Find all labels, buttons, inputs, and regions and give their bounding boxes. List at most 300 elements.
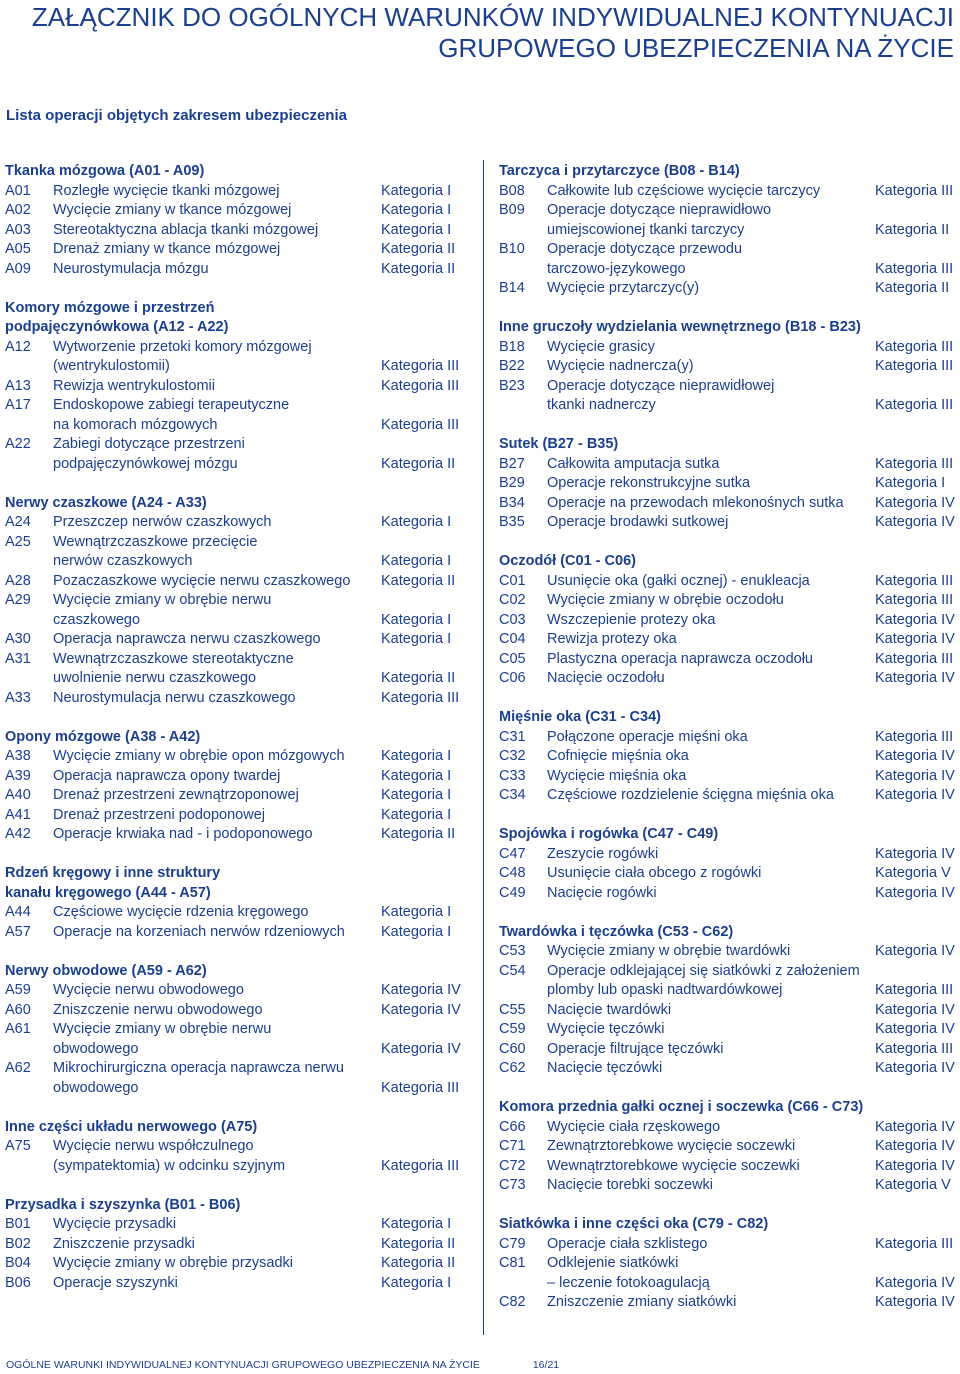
list-item [499, 474, 959, 494]
procedure-name [53, 1020, 381, 1059]
procedure-name [53, 767, 381, 787]
procedure-name-line: czaszkowego [53, 611, 141, 628]
procedure-name-line: podpajęczynówkowej mózgu [53, 455, 238, 472]
list-item [499, 845, 959, 865]
list-item [5, 747, 465, 767]
category-label: Kategoria III [875, 182, 954, 199]
procedure-name-line: umiejscowionej tkanki tarczycy [547, 221, 745, 238]
procedure-name-line: Operacje brodawki sutkowej [547, 514, 729, 530]
procedure-code: C55 [499, 1001, 526, 1018]
procedure-code: C59 [499, 1021, 526, 1037]
procedure-name-line: obwodowego [53, 1040, 139, 1057]
list-item [499, 1040, 959, 1060]
list-item [499, 455, 959, 475]
category-label: Kategoria IV [381, 1001, 461, 1018]
procedure-name-line: (sympatektomia) w odcinku szyjnym [53, 1157, 286, 1174]
category-label: Kategoria IV [875, 1274, 955, 1291]
procedure-code: C49 [499, 884, 526, 901]
section-title: Rdzeń kręgowy i inne struktury [5, 865, 221, 881]
list-item [5, 767, 465, 787]
procedure-name [53, 806, 381, 826]
procedure-name [53, 396, 381, 435]
procedure-code: A75 [5, 1138, 31, 1154]
procedure-name-line: Zniszczenie nerwu obwodowego [53, 1001, 263, 1018]
procedure-name-line: Nacięcie rogówki [547, 884, 657, 901]
category-label: Kategoria II [381, 1255, 456, 1271]
procedure-name [53, 201, 381, 221]
section [499, 825, 959, 903]
procedure-name [53, 981, 381, 1001]
procedure-name-line: Neurostymulacja mózgu [53, 260, 209, 277]
page-title-line-1: ZAŁĄCZNIK DO OGÓLNYCH WARUNKÓW INDYWIDUALNEJ KONTYNUACJI [31, 2, 954, 32]
procedure-name-line: Połączone operacje mięśni oka [547, 728, 748, 745]
category-label: Kategoria IV [875, 748, 955, 764]
procedure-name-line: Wycięcie przytarczyc(y) [547, 280, 700, 296]
procedure-code: A30 [5, 631, 31, 647]
procedure-code: A61 [5, 1021, 31, 1037]
procedure-name-line: Operacje na korzeniach nerwów rdzeniowych [53, 923, 345, 940]
category-label: Kategoria IV [875, 1021, 955, 1037]
procedure-code: A02 [5, 202, 31, 218]
section [499, 318, 959, 416]
list-item [499, 338, 959, 358]
procedure-name-line: Drenaż zmiany w tkance mózgowej [53, 241, 281, 257]
procedure-name [547, 1020, 875, 1040]
list-item [5, 806, 465, 826]
procedure-code: A03 [5, 221, 31, 238]
list-item [499, 357, 959, 377]
procedure-name [53, 747, 381, 767]
list-subtitle: Lista operacji objętych zakresem ubezpieczenia [6, 107, 347, 124]
procedure-name [547, 338, 875, 358]
category-label: Kategoria I [381, 1216, 452, 1232]
list-item [5, 1020, 465, 1059]
category-label: Kategoria I [875, 475, 946, 491]
category-label: Kategoria V [875, 865, 951, 881]
category-label: Kategoria V [875, 1177, 951, 1193]
procedure-code: A28 [5, 572, 31, 589]
category-label: Kategoria I [381, 904, 452, 920]
category-label: Kategoria IV [381, 1040, 461, 1057]
procedure-code: C33 [499, 767, 526, 784]
procedure-name [547, 474, 875, 494]
procedure-name-line: Nacięcie torebki soczewki [547, 1177, 714, 1193]
category-label: Kategoria IV [875, 1001, 955, 1018]
category-label: Kategoria I [381, 1274, 452, 1291]
section [499, 1098, 959, 1196]
list-item [5, 182, 465, 202]
procedure-name-line: Wycięcie zmiany w obrębie opon mózgowych [53, 748, 345, 764]
procedure-code: C73 [499, 1177, 526, 1193]
list-item [499, 1235, 959, 1255]
list-item [499, 1293, 959, 1313]
procedure-code: A40 [5, 787, 31, 803]
right-column [499, 162, 959, 1332]
procedure-name-line: Wycięcie przysadki [53, 1216, 177, 1232]
procedure-name [53, 1274, 381, 1294]
procedure-name-line: Zeszycie rogówki [547, 845, 659, 862]
procedure-name [547, 1176, 875, 1196]
section [499, 435, 959, 533]
procedure-code: C03 [499, 611, 526, 628]
procedure-name-line: Rewizja protezy oka [547, 631, 677, 647]
procedure-name [53, 572, 381, 592]
procedure-name-line: Całkowite lub częściowe wycięcie tarczycy [547, 182, 821, 199]
section [499, 162, 959, 299]
procedure-code: C53 [499, 943, 526, 959]
procedure-name-line: Operacje ciała szklistego [547, 1235, 708, 1252]
section-title: podpajęczynówkowa (A12 - A22) [5, 319, 229, 335]
page-title [14, 2, 954, 64]
procedure-name-line: – leczenie fotokoagulacją [547, 1274, 710, 1291]
procedure-name [53, 240, 381, 260]
procedure-code: A22 [5, 436, 31, 452]
procedure-name-line: Wewnątrztorebkowe wycięcie soczewki [547, 1157, 800, 1174]
list-item [5, 825, 465, 845]
procedure-name [547, 1059, 875, 1079]
category-label: Kategoria III [875, 592, 954, 608]
procedure-code: C47 [499, 845, 526, 862]
procedure-name [547, 357, 875, 377]
section [499, 1215, 959, 1313]
procedure-name-line: Zniszczenie zmiany siatkówki [547, 1294, 737, 1310]
list-item [5, 240, 465, 260]
procedure-code: A39 [5, 767, 31, 784]
list-item [499, 650, 959, 670]
procedure-name [547, 669, 875, 689]
procedure-name-line: Operacje rekonstrukcyjne sutka [547, 475, 751, 491]
procedure-name [547, 455, 875, 475]
list-item [499, 377, 959, 416]
section [499, 552, 959, 689]
procedure-name [53, 1001, 381, 1021]
procedure-code: A57 [5, 923, 31, 940]
procedure-name [547, 513, 875, 533]
list-item [5, 1215, 465, 1235]
category-label: Kategoria IV [875, 943, 955, 959]
category-label: Kategoria II [381, 455, 456, 472]
list-item [499, 1001, 959, 1021]
list-item [499, 1137, 959, 1157]
list-item [5, 513, 465, 533]
list-item [499, 1157, 959, 1177]
procedure-name [53, 630, 381, 650]
procedure-code: A41 [5, 806, 31, 823]
procedure-name-line: Operacje dotyczące nieprawidłowo [547, 202, 772, 218]
procedure-name-line: plomby lub opaski nadtwardówkowej [547, 982, 783, 998]
procedure-name [53, 513, 381, 533]
procedure-name [547, 650, 875, 670]
section-title: kanału kręgowego (A44 - A57) [5, 884, 211, 901]
category-label: Kategoria IV [875, 1138, 955, 1154]
procedure-name [547, 377, 875, 416]
procedure-name [53, 591, 381, 630]
category-label: Kategoria IV [875, 611, 955, 628]
procedure-code: B04 [5, 1255, 31, 1271]
procedure-code: A38 [5, 748, 31, 764]
procedure-code: A44 [5, 904, 31, 920]
procedure-name-line: Rozległe wycięcie tkanki mózgowej [53, 182, 280, 199]
procedure-name [547, 630, 875, 650]
procedure-code: C66 [499, 1118, 526, 1135]
procedure-code: C04 [499, 631, 526, 647]
list-item [5, 689, 465, 709]
category-label: Kategoria I [381, 182, 452, 199]
list-item [499, 611, 959, 631]
section-title: Spojówka i rogówka (C47 - C49) [499, 826, 719, 842]
procedure-name [547, 1235, 875, 1255]
list-item [5, 533, 465, 572]
procedure-name-line: Operacja naprawcza nerwu czaszkowego [53, 631, 321, 647]
list-item [499, 728, 959, 748]
procedure-name [547, 884, 875, 904]
procedure-code: A25 [5, 533, 31, 550]
procedure-name-line: Operacje krwiaka nad - i podoponowego [53, 826, 313, 842]
procedure-name [547, 1118, 875, 1138]
procedure-name [547, 1040, 875, 1060]
category-label: Kategoria IV [875, 884, 955, 901]
footer [6, 1359, 559, 1371]
category-label: Kategoria IV [875, 1118, 955, 1135]
section-title: Komora przednia gałki ocznej i soczewka (C66 - C73) [499, 1099, 864, 1115]
procedure-name-line: Wycięcie grasicy [547, 338, 655, 355]
list-item [499, 767, 959, 787]
procedure-name [53, 903, 381, 923]
procedure-name-line: Nacięcie oczodołu [547, 670, 665, 686]
section [5, 1118, 465, 1177]
category-label: Kategoria IV [875, 845, 955, 862]
procedure-name [53, 435, 381, 474]
list-item [5, 1274, 465, 1294]
list-item [5, 572, 465, 592]
procedure-code: C02 [499, 592, 526, 608]
procedure-name-line: (wentrykulostomii) [53, 358, 170, 374]
procedure-name [53, 650, 381, 689]
list-item [5, 435, 465, 474]
procedure-code: C05 [499, 650, 526, 667]
column-divider [483, 160, 484, 1335]
list-item [5, 903, 465, 923]
procedure-name-line: Stereotaktyczna ablacja tkanki mózgowej [53, 221, 319, 238]
procedure-name [53, 260, 381, 280]
procedure-name [53, 221, 381, 241]
procedure-name [53, 533, 381, 572]
section-title: Inne części układu nerwowego (A75) [5, 1118, 258, 1135]
list-item [5, 221, 465, 241]
procedure-name-line: Wewnątrzczaszkowe stereotaktyczne [53, 650, 294, 667]
list-item [499, 182, 959, 202]
section [5, 299, 465, 475]
category-label: Kategoria I [381, 553, 452, 569]
section-title: Nerwy czaszkowe (A24 - A33) [5, 494, 207, 511]
list-item [5, 201, 465, 221]
list-item [499, 1176, 959, 1196]
category-label: Kategoria I [381, 923, 452, 940]
procedure-code: A01 [5, 182, 31, 199]
procedure-name [547, 1001, 875, 1021]
procedure-code: C72 [499, 1157, 526, 1174]
procedure-name-line: Usunięcie oka (gałki ocznej) - enukleacja [547, 572, 810, 589]
procedure-name-line: Zabiegi dotyczące przestrzeni [53, 436, 245, 452]
category-label: Kategoria IV [875, 514, 955, 530]
procedure-code: C31 [499, 728, 526, 745]
procedure-name [53, 825, 381, 845]
procedure-name-line: tkanki nadnerczy [547, 397, 656, 413]
category-label: Kategoria II [381, 826, 456, 842]
procedure-name-line: Operacje szyszynki [53, 1274, 178, 1291]
procedure-name [547, 845, 875, 865]
category-label: Kategoria IV [875, 494, 955, 511]
category-label: Kategoria III [381, 416, 460, 433]
list-item [499, 1059, 959, 1079]
list-item [499, 669, 959, 689]
list-item [499, 962, 959, 1001]
footer-text: OGÓLNE WARUNKI INDYWIDUALNEJ KONTYNUACJI GRUPOWEGO UBEZPIECZENIA NA ŻYCIE [6, 1359, 480, 1371]
procedure-code: B09 [499, 202, 525, 218]
procedure-code: A60 [5, 1001, 31, 1018]
list-item [499, 786, 959, 806]
procedure-code: B08 [499, 182, 525, 199]
category-label: Kategoria III [875, 338, 954, 355]
category-label: Kategoria I [381, 514, 452, 530]
procedure-code: B18 [499, 338, 525, 355]
procedure-name-line: Operacje filtrujące tęczówki [547, 1040, 724, 1057]
list-item [499, 1118, 959, 1138]
category-label: Kategoria I [381, 631, 452, 647]
procedure-name-line: Wycięcie nerwu współczulnego [53, 1138, 254, 1154]
procedure-name-line: Drenaż przestrzeni zewnątrzoponowej [53, 787, 299, 803]
procedure-name-line: Operacje dotyczące przewodu [547, 241, 743, 257]
procedure-name [547, 864, 875, 884]
list-item [5, 260, 465, 280]
category-label: Kategoria IV [875, 631, 955, 647]
section [5, 962, 465, 1099]
procedure-name [547, 591, 875, 611]
section-title: Komory mózgowe i przestrzeń [5, 299, 215, 316]
section [5, 162, 465, 279]
procedure-code: C32 [499, 748, 526, 764]
procedure-code: C34 [499, 787, 526, 803]
category-label: Kategoria II [875, 280, 950, 296]
procedure-code: C06 [499, 670, 526, 686]
list-item [499, 1020, 959, 1040]
procedure-name-line: na komorach mózgowych [53, 416, 218, 433]
category-label: Kategoria I [381, 202, 452, 218]
procedure-name-line: Rewizja wentrykulostomii [53, 377, 215, 394]
procedure-name-line: Operacje odklejającej się siatkówki z założeniem [547, 962, 860, 979]
procedure-name [547, 611, 875, 631]
section-title: Nerwy obwodowe (A59 - A62) [5, 962, 207, 979]
procedure-name [53, 377, 381, 397]
category-label: Kategoria III [875, 572, 954, 589]
procedure-name-line: Cofnięcie mięśnia oka [547, 748, 689, 764]
list-item [5, 923, 465, 943]
procedure-name-line: Operacje dotyczące nieprawidłowej [547, 377, 775, 394]
section [5, 864, 465, 942]
procedure-name [53, 182, 381, 202]
section [499, 923, 959, 1079]
procedure-name-line: Odklejenie siatkówki [547, 1255, 679, 1271]
section-title: Siatkówka i inne części oka (C79 - C82) [499, 1216, 769, 1232]
procedure-name-line: nerwów czaszkowych [53, 553, 193, 569]
category-label: Kategoria II [381, 572, 456, 589]
procedure-code: A59 [5, 982, 31, 998]
procedure-name [53, 786, 381, 806]
category-label: Kategoria II [381, 260, 456, 277]
procedure-code: C79 [499, 1235, 526, 1252]
procedure-name [53, 1137, 381, 1176]
procedure-code: A09 [5, 260, 31, 277]
procedure-name-line: Wycięcie zmiany w obrębie nerwu [53, 1021, 272, 1037]
page-number: 16/21 [532, 1359, 560, 1371]
procedure-name-line: Wycięcie zmiany w obrębie oczodołu [547, 592, 784, 608]
procedure-name [547, 786, 875, 806]
procedure-name-line: Usunięcie ciała obcego z rogówki [547, 865, 762, 881]
procedure-name [53, 1215, 381, 1235]
category-label: Kategoria III [875, 1235, 954, 1252]
category-label: Kategoria I [381, 611, 452, 628]
procedure-code: B35 [499, 514, 525, 530]
category-label: Kategoria IV [875, 767, 955, 784]
procedure-code: A24 [5, 514, 31, 530]
list-item [5, 1235, 465, 1255]
procedure-code: B23 [499, 377, 525, 394]
list-item [499, 884, 959, 904]
list-item [499, 279, 959, 299]
procedure-name-line: obwodowego [53, 1079, 139, 1096]
procedure-name-line: Endoskopowe zabiegi terapeutyczne [53, 397, 290, 413]
category-label: Kategoria IV [381, 982, 461, 998]
category-label: Kategoria IV [875, 787, 955, 803]
procedure-code: B29 [499, 475, 525, 491]
procedure-code: C62 [499, 1060, 526, 1076]
procedure-code: B10 [499, 241, 525, 257]
list-item [5, 591, 465, 630]
procedure-name [53, 1059, 381, 1098]
procedure-name-line: Neurostymulacja nerwu czaszkowego [53, 689, 296, 706]
list-item [499, 747, 959, 767]
section-title: Oczodół (C01 - C06) [499, 553, 636, 569]
category-label: Kategoria III [875, 358, 954, 374]
procedure-name-line: Wycięcie zmiany w obrębie nerwu [53, 592, 272, 608]
list-item [5, 1059, 465, 1098]
category-label: Kategoria III [381, 377, 460, 394]
list-item [499, 591, 959, 611]
procedure-name [547, 1293, 875, 1313]
procedure-name-line: Wycięcie zmiany w tkance mózgowej [53, 202, 292, 218]
section-title: Przysadka i szyszynka (B01 - B06) [5, 1196, 241, 1213]
procedure-name-line: Operacja naprawcza opony twardej [53, 767, 281, 784]
procedure-name [547, 1137, 875, 1157]
category-label: Kategoria III [381, 358, 460, 374]
procedure-name [547, 942, 875, 962]
procedure-name-line: Wytworzenie przetoki komory mózgowej [53, 338, 312, 355]
procedure-name [547, 1157, 875, 1177]
procedure-code: B14 [499, 280, 525, 296]
category-label: Kategoria IV [875, 670, 955, 686]
procedure-code: A29 [5, 592, 31, 608]
procedure-code: C82 [499, 1294, 526, 1310]
list-item [499, 630, 959, 650]
list-item [499, 513, 959, 533]
section-title: Inne gruczoły wydzielania wewnętrznego (B18 - B23) [499, 319, 861, 335]
section-title: Sutek (B27 - B35) [499, 436, 619, 452]
list-item [499, 494, 959, 514]
category-label: Kategoria II [381, 670, 456, 686]
procedure-name [53, 338, 381, 377]
procedure-name [547, 494, 875, 514]
procedure-code: A05 [5, 241, 31, 257]
